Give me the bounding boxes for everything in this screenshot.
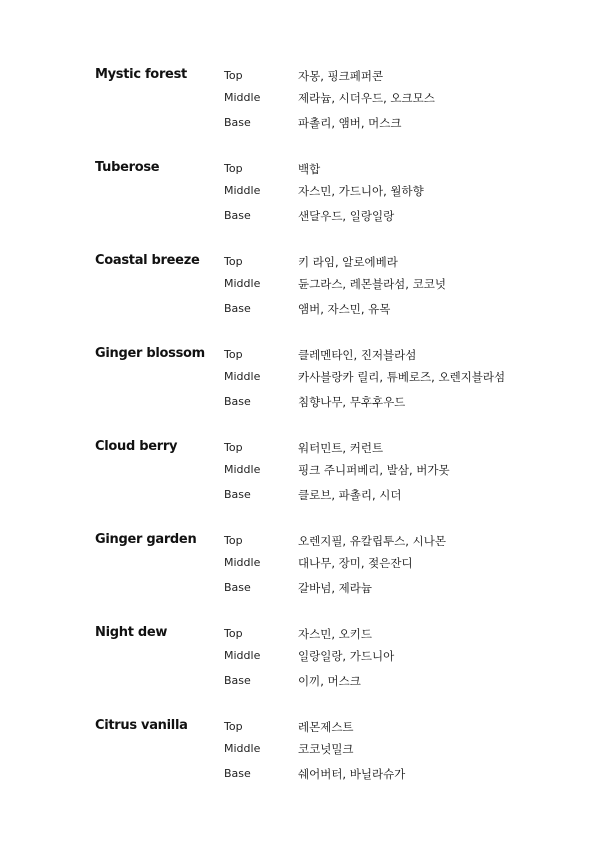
note-level-label: Base [224, 674, 251, 687]
scent-name: Citrus vanilla [95, 718, 188, 733]
note-value: 클레멘타인, 진저블라섬 [298, 348, 417, 362]
note-level-label: Top [224, 441, 243, 454]
note-level-label: Top [224, 69, 243, 82]
note-level-label: Base [224, 209, 251, 222]
note-value: 갈바넘, 제라늄 [298, 581, 372, 595]
note-value: 대나무, 장미, 젖은잔디 [298, 556, 413, 570]
note-level-label: Base [224, 767, 251, 780]
note-value: 자몽, 핑크페퍼콘 [298, 69, 384, 83]
note-value: 워터민트, 커런트 [298, 441, 384, 455]
note-level-label: Base [224, 116, 251, 129]
note-level-label: Middle [224, 370, 261, 383]
note-level-label: Base [224, 581, 251, 594]
note-value: 쉐어버터, 바닐라슈가 [298, 767, 406, 781]
note-level-label: Top [224, 720, 243, 733]
note-value: 제라늄, 시더우드, 오크모스 [298, 91, 435, 105]
scent-name: Ginger garden [95, 532, 197, 547]
note-value: 핑크 주니퍼베리, 발삼, 버가못 [298, 463, 450, 477]
note-level-label: Middle [224, 649, 261, 662]
scent-entry [95, 717, 555, 810]
note-level-label: Top [224, 534, 243, 547]
note-value: 침향나무, 무후후우드 [298, 395, 406, 409]
scent-entry [95, 345, 555, 438]
note-value: 이끼, 머스크 [298, 674, 361, 688]
note-level-label: Top [224, 348, 243, 361]
note-value: 오렌지필, 유칼립투스, 시나몬 [298, 534, 446, 548]
note-value: 키 라임, 알로에베라 [298, 255, 398, 269]
note-level-label: Top [224, 162, 243, 175]
scent-entry [95, 66, 555, 159]
note-level-label: Top [224, 255, 243, 268]
scent-list [95, 66, 555, 810]
note-level-label: Top [224, 627, 243, 640]
scent-entry [95, 438, 555, 531]
scent-entry [95, 252, 555, 345]
note-value: 듄그라스, 레몬블라섬, 코코넛 [298, 277, 446, 291]
note-value: 자스민, 오키드 [298, 627, 372, 641]
note-level-label: Middle [224, 91, 261, 104]
note-level-label: Middle [224, 556, 261, 569]
scent-name: Ginger blossom [95, 346, 205, 361]
scent-name: Coastal breeze [95, 253, 200, 268]
scent-entry [95, 159, 555, 252]
note-value: 코코넛밀크 [298, 742, 354, 756]
scent-entry [95, 531, 555, 624]
note-value: 자스민, 가드니아, 월하향 [298, 184, 424, 198]
scent-name: Tuberose [95, 160, 160, 175]
note-value: 클로브, 파촐리, 시더 [298, 488, 402, 502]
scent-name: Mystic forest [95, 67, 187, 82]
note-level-label: Base [224, 488, 251, 501]
scent-name: Cloud berry [95, 439, 178, 454]
note-value: 파촐리, 앰버, 머스크 [298, 116, 402, 130]
note-value: 카사블랑카 릴리, 튜베로즈, 오렌지블라섬 [298, 370, 506, 384]
note-value: 일랑일랑, 가드니아 [298, 649, 395, 663]
note-value: 샌달우드, 일랑일랑 [298, 209, 395, 223]
note-value: 앰버, 자스민, 유목 [298, 302, 391, 316]
note-level-label: Base [224, 302, 251, 315]
note-level-label: Middle [224, 277, 261, 290]
note-level-label: Middle [224, 184, 261, 197]
note-level-label: Base [224, 395, 251, 408]
note-value: 레몬제스트 [298, 720, 354, 734]
scent-name: Night dew [95, 625, 168, 640]
note-value: 백합 [298, 162, 321, 176]
note-level-label: Middle [224, 463, 261, 476]
scent-entry [95, 624, 555, 717]
note-level-label: Middle [224, 742, 261, 755]
